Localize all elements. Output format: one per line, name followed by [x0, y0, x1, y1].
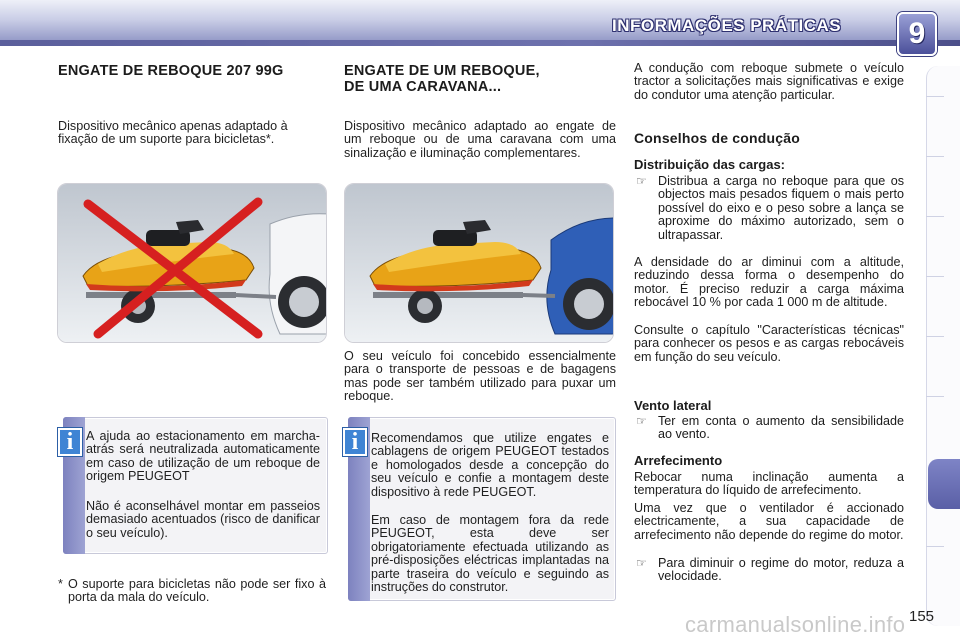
page-number: 155 — [909, 608, 935, 625]
cool-p1: Rebocar numa inclinação aumenta a temperatura do líquido de arrefecimento. — [634, 470, 904, 498]
section-title: INFORMAÇÕES PRÁTICAS — [612, 16, 842, 35]
tab-divider — [926, 276, 944, 277]
header-underline — [0, 40, 960, 46]
tab-divider — [926, 156, 944, 157]
col1-footnote: O suporte para bicicletas não pode ser fixo à porta da mala do veículo. — [68, 577, 326, 605]
chapter-number: 9 — [908, 17, 926, 50]
tab-divider — [926, 336, 944, 337]
trailer-jetski-illustration-crossed — [58, 184, 327, 343]
col2-info-p2: Em caso de montagem fora da rede PEUGEOT, esta deve ser obrigatoriamente efectuada utilizando as pré-disposições eléctricas implantadas na parte traseira do veículo e seguindo as instruções do construtor. — [371, 513, 609, 595]
chapter-tabs — [926, 66, 960, 626]
trailer-jetski-illustration — [345, 184, 614, 343]
cool-bullet-text: Para diminuir o regime do motor, reduza a velocidade. — [658, 556, 904, 584]
load-title: Distribuição das cargas: — [634, 157, 785, 172]
wind-bullet-text: Ter em conta o aumento da sensibilidade ao vento. — [658, 414, 904, 442]
col1-heading: ENGATE DE REBOQUE 207 99G — [58, 63, 284, 79]
watermark: carmanualsonline.info — [685, 612, 906, 637]
page-header — [0, 0, 960, 52]
tab-rail — [926, 66, 960, 626]
pointing-hand-icon: ☞ — [636, 556, 647, 570]
load-bullet — [636, 175, 904, 255]
tab-divider — [926, 396, 944, 397]
photo-bike-rack-not-allowed — [57, 183, 327, 343]
col1-info-p1: A ajuda ao estacionamento em marcha-atrás será neutralizada automaticamente em caso de utilização de um reboque de origem PEUGEOT — [86, 429, 320, 484]
col1-intro: Dispositivo mecânico apenas adaptado à fixação de um suporte para bicicletas*. — [58, 119, 288, 147]
load-bullet-text: Distribua a carga no reboque para que os objectos mais pesados fiquem o mais perto possível do eixo e o peso sobre a lança se aproxime do máximo autorizado, sem o ultrapassar. — [658, 174, 904, 242]
tab-chapter-9-active[interactable] — [928, 459, 960, 509]
photo-trailer-allowed — [344, 183, 614, 343]
col2-heading-line2: DE UMA CARAVANA... — [344, 79, 502, 95]
col3-intro: A condução com reboque submete o veículo tractor a solicitações mais significativas e exige do condutor uma atenção particular. — [634, 61, 904, 102]
col2-heading-line1: ENGATE DE UM REBOQUE, — [344, 63, 540, 79]
col3-heading: Conselhos de condução — [634, 130, 800, 146]
tab-divider — [926, 546, 944, 547]
info-icon: i — [58, 428, 82, 456]
wind-title: Vento lateral — [634, 398, 712, 413]
col1-info-p2: Não é aconselhável montar em passeios demasiado acentuados (risco de danificar o seu veículo). — [86, 499, 320, 540]
info-icon: i — [343, 428, 367, 456]
cool-bullet — [636, 557, 904, 585]
load-p1: A densidade do ar diminui com a altitude, reduzindo dessa forma o desempenho do motor. É preciso reduzir a carga máxima rebocável 10 % por cada 1 000 m de altitude. — [634, 255, 904, 310]
col2-info-p1: Recomendamos que utilize engates e cablagens de origem PEUGEOT testados e homologados desde a concepção do seu veículo e confie a montagem deste dispositivo à rede PEUGEOT. — [371, 431, 609, 499]
chapter-badge — [897, 12, 937, 56]
col2-info-box — [348, 417, 616, 601]
col2-body: O seu veículo foi concebido essencialmente para o transporte de pessoas e de bagagens mas pode ser também utilizado para puxar um reboque. — [344, 349, 616, 404]
load-p2: Consulte o capítulo "Características técnicas" para conhecer os pesos e as cargas rebocáveis em função do seu veículo. — [634, 323, 904, 364]
col2-intro: Dispositivo mecânico adaptado ao engate de um reboque ou de uma caravana com uma sinalização e iluminação complementares. — [344, 119, 616, 160]
cool-p2: Uma vez que o ventilador é accionado electricamente, a sua capacidade de arrefecimento não depende do regime do motor. — [634, 501, 904, 542]
cool-title: Arrefecimento — [634, 453, 723, 468]
wind-bullet — [636, 415, 904, 443]
footnote-mark: * — [58, 577, 63, 591]
tab-divider — [926, 96, 944, 97]
pointing-hand-icon: ☞ — [636, 174, 647, 188]
tab-divider — [926, 216, 944, 217]
pointing-hand-icon: ☞ — [636, 414, 647, 428]
col1-info-box — [63, 417, 328, 554]
